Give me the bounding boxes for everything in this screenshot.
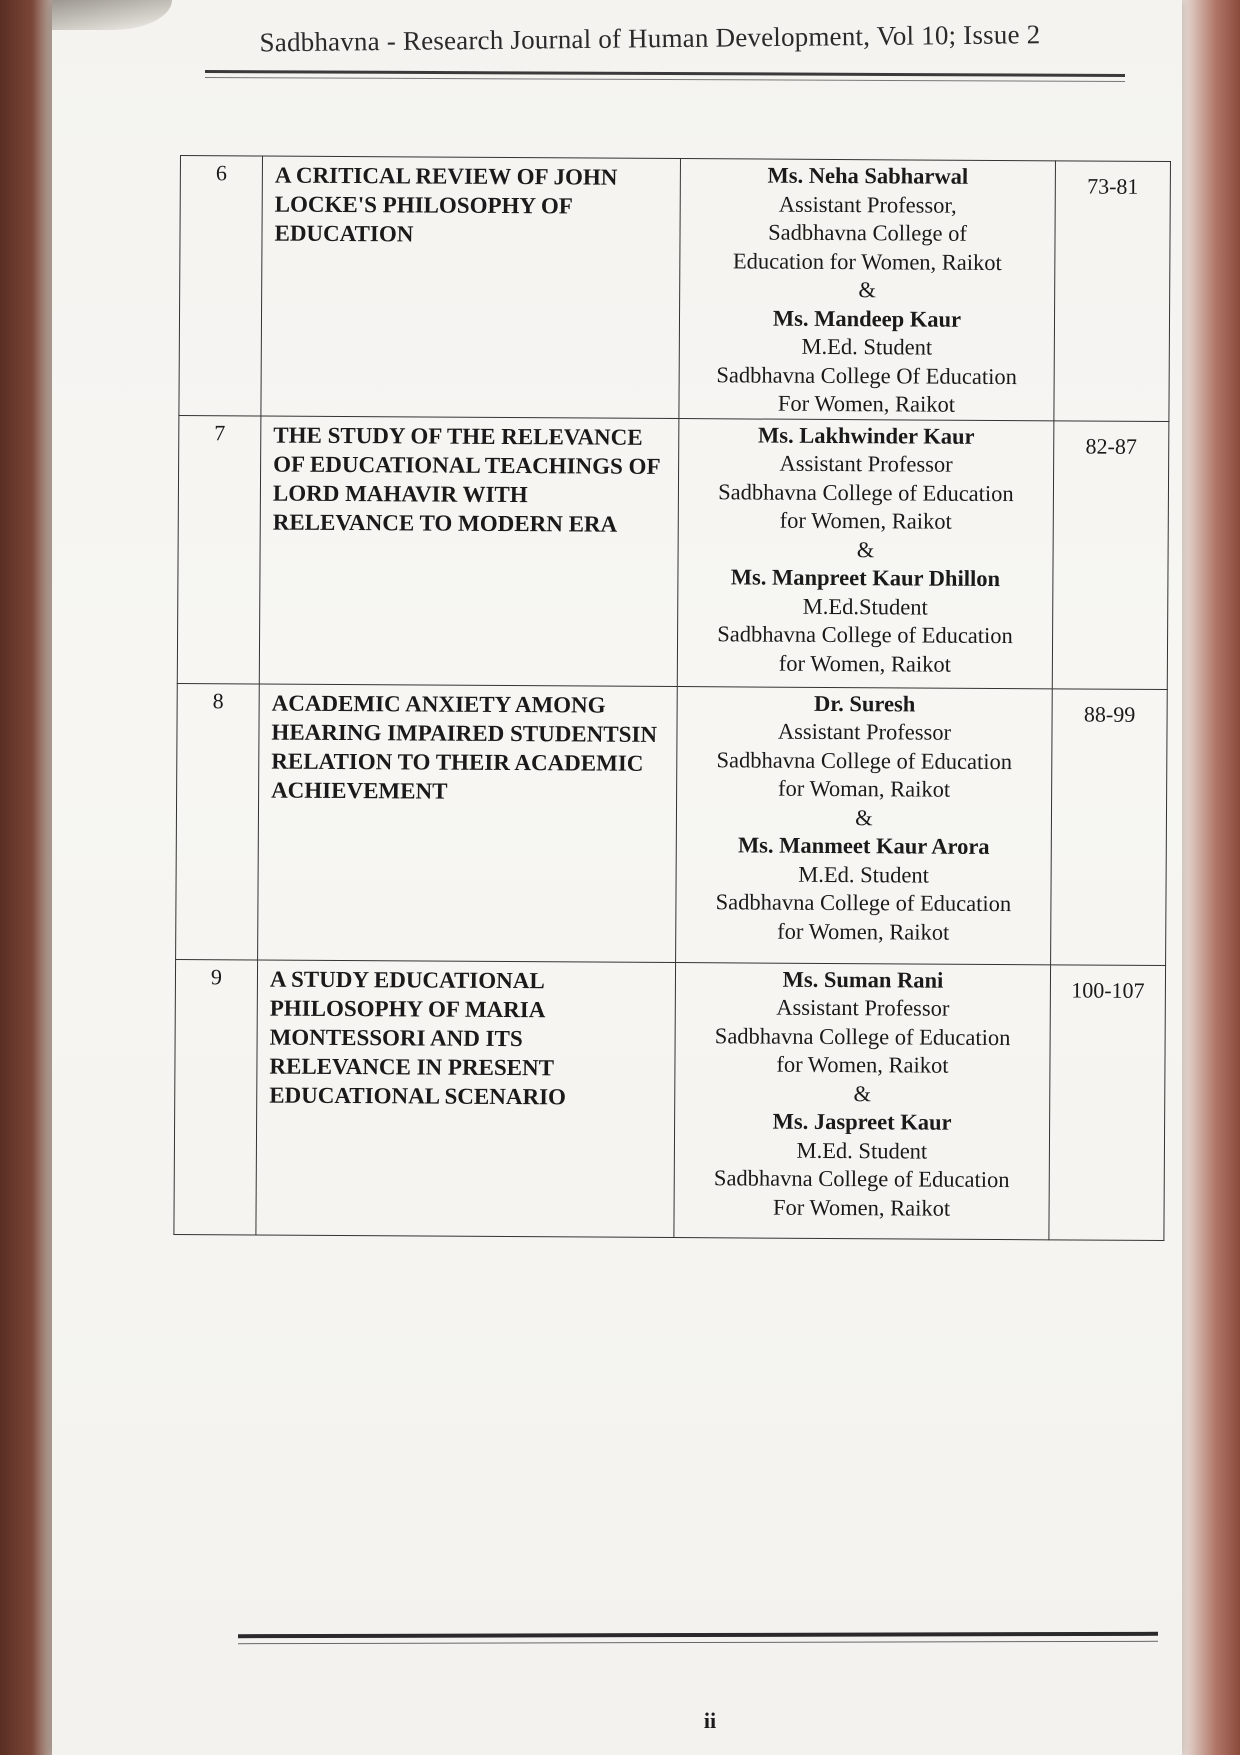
paper-title: A CRITICAL REVIEW OF JOHN LOCKE'S PHILOSOPHY OF EDUCATION: [261, 156, 681, 418]
author-affiliation: for Woman, Raikot: [778, 775, 951, 802]
table-row: [177, 415, 1169, 689]
paper-title: A STUDY EDUCATIONAL PHILOSOPHY OF MARIA MONTESSORI AND ITS RELEVANCE IN PRESENT EDUCATIONAL SCENARIO: [256, 959, 676, 1237]
page-range: 100-107: [1049, 964, 1166, 1240]
author-affiliation: for Women, Raikot: [778, 650, 952, 677]
author-block: [674, 962, 1051, 1239]
author-name: Dr. Suresh: [813, 690, 916, 717]
author-affiliation: Sadbhavna College of Education: [714, 1022, 1011, 1050]
serial-number: 7: [177, 415, 261, 683]
author-affiliation: Sadbhavna College of Education: [716, 746, 1013, 774]
author-affiliation: for Women, Raikot: [777, 918, 950, 945]
author-designation: Assistant Professor: [777, 718, 952, 745]
author-affiliation: For Women, Raikot: [777, 390, 956, 417]
author-name: Ms. Lakhwinder Kaur: [757, 422, 975, 449]
author-name: Ms. Manpreet Kaur Dhillon: [730, 564, 1001, 592]
table-row: [176, 683, 1168, 965]
author-designation: M.Ed.Student: [802, 593, 928, 620]
author-name: Ms. Manmeet Kaur Arora: [737, 832, 990, 859]
page-range: 82-87: [1052, 420, 1169, 689]
author-block: [679, 159, 1056, 421]
author-block: [677, 418, 1054, 688]
author-affiliation: for Women, Raikot: [779, 507, 952, 534]
author-affiliation: Sadbhavna College of Education: [713, 1165, 1010, 1193]
table-row: [179, 156, 1171, 422]
author-affiliation: Sadbhavna College of Education: [715, 889, 1012, 917]
page-number: ii: [703, 1708, 717, 1733]
author-designation: M.Ed. Student: [798, 861, 930, 888]
author-name: Ms. Suman Rani: [782, 966, 944, 993]
author-designation: M.Ed. Student: [796, 1137, 928, 1164]
author-affiliation: for Women, Raikot: [776, 1051, 949, 1078]
author-affiliation: Education for Women, Raikot: [732, 247, 1002, 275]
background-edge-left: [0, 0, 58, 1755]
ampersand-separator: &: [858, 277, 877, 303]
running-header-title: Sadbhavna - Research Journal of Human Development, Vol 10; Issue 2: [259, 19, 1041, 58]
page-range: 88-99: [1051, 688, 1168, 965]
author-affiliation: Sadbhavna College of Education: [718, 478, 1014, 506]
serial-number: 8: [176, 683, 260, 959]
page-range: 73-81: [1054, 161, 1171, 421]
ampersand-separator: &: [856, 536, 875, 562]
author-affiliation: Sadbhavna College Of Education: [716, 361, 1018, 389]
author-name: Ms. Neha Sabharwal: [767, 162, 969, 189]
serial-number: 6: [179, 156, 263, 416]
author-designation: Assistant Professor,: [778, 191, 957, 218]
author-affiliation: Sadbhavna College of Education: [717, 621, 1013, 649]
author-designation: M.Ed. Student: [801, 333, 933, 360]
author-affiliation: Sadbhavna College of: [768, 219, 967, 246]
ampersand-separator: &: [855, 804, 873, 830]
author-name: Ms. Mandeep Kaur: [772, 305, 962, 332]
author-designation: Assistant Professor: [779, 450, 953, 477]
contents-table: [173, 155, 1171, 1241]
author-affiliation: For Women, Raikot: [772, 1194, 951, 1221]
paper-title: THE STUDY OF THE RELEVANCE OF EDUCATIONAL TEACHINGS OF LORD MAHAVIR WITH RELEVANCE TO MODERN ERA: [259, 415, 679, 686]
author-designation: Assistant Professor: [776, 994, 950, 1021]
background-edge-right: [1180, 0, 1240, 1755]
paper-title: ACADEMIC ANXIETY AMONG HEARING IMPAIRED STUDENTSIN RELATION TO THEIR ACADEMIC ACHIEVEMENT: [258, 683, 678, 962]
author-block: [676, 686, 1053, 964]
serial-number: 9: [174, 959, 258, 1234]
table-row: [174, 959, 1166, 1240]
ampersand-separator: &: [853, 1080, 872, 1106]
author-name: Ms. Jaspreet Kaur: [772, 1108, 952, 1135]
